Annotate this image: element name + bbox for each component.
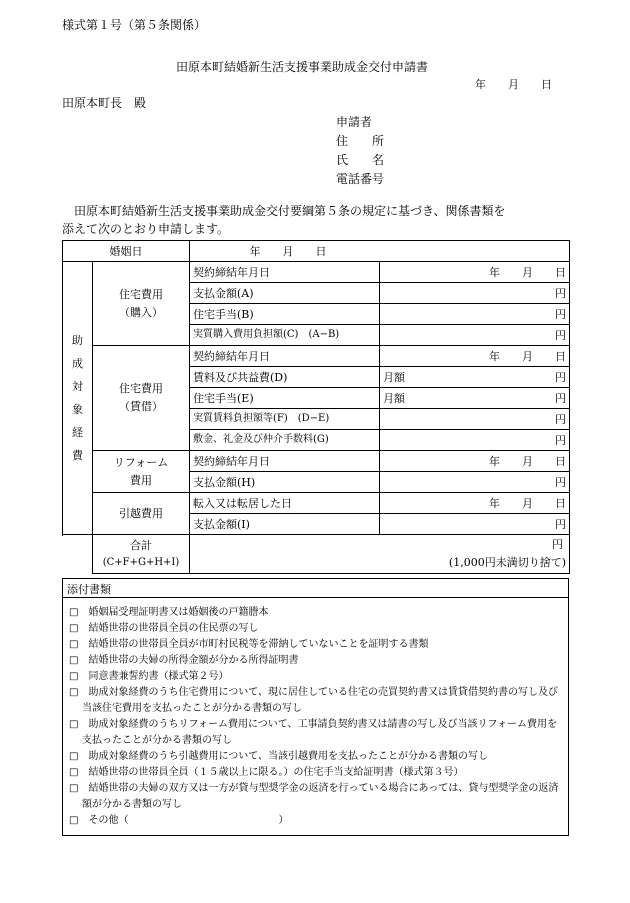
applicant-name-label: 氏 名 — [336, 153, 385, 167]
checkbox[interactable]: □ — [69, 815, 79, 826]
attachment-item[interactable]: □ 結婚世帯の世帯員全員が市町村民税等を滞納していないことを証明する書類 — [69, 639, 429, 650]
purchase-contract-date-label: 契約締結年月日 — [190, 262, 380, 283]
moving-payment-field[interactable]: 円 — [380, 514, 570, 535]
deposit-key-money-label: 敷金、礼金及び仲介手数料(G) — [190, 430, 380, 451]
purchase-contract-date-field[interactable]: 年 月 日 — [380, 262, 570, 283]
subsidy-expense-group-label: 助 成 対 象 経 費 — [63, 262, 93, 535]
marriage-date-field[interactable] — [190, 241, 570, 262]
attachment-item[interactable]: □ 助成対象経費のうち住宅費用について、現に居住している住宅の売買契約書又は賃貸借契約書の写し及び当該住宅費用を支払ったことが分かる書類の写し — [69, 687, 559, 714]
intro-text-line2: 添えて次のとおり申請します。 — [62, 222, 230, 236]
intro-text-line1: 田原本町結婚新生活支援事業助成金交付要綱第５条の規定に基づき、関係書類を — [74, 204, 506, 218]
housing-rent-label: 住宅費用 （賃借） — [93, 346, 190, 451]
moving-payment-label: 支払金額(I) — [190, 514, 380, 535]
attachment-item[interactable]: □ 結婚世帯の夫婦の双方又は一方が貸与型奨学金の返済を行っている場合にあっては、貸与型奨学金の返済額が分かる書類の写し — [69, 783, 559, 810]
page-title: 田原本町結婚新生活支援事業助成金交付申請書 — [176, 60, 429, 74]
rent-allowance-label: 住宅手当(E) — [190, 388, 380, 409]
attachment-item[interactable]: □ 婚姻届受理証明書又は婚姻後の戸籍謄本 — [69, 607, 269, 618]
attachment-item[interactable]: □ 助成対象経費のうちリフォーム費用について、工事請負契約書又は請書の写し及び当該リフォーム費用を支払ったことが分かる書類の写し — [69, 719, 558, 746]
reform-payment-label: 支払金額(H) — [190, 472, 380, 493]
checkbox[interactable]: □ — [69, 783, 79, 794]
rounding-note: (1,000円未満切り捨て) — [448, 556, 566, 569]
moving-cost-label: 引越費用 — [93, 493, 190, 535]
purchase-payment-field[interactable]: 円 — [380, 283, 570, 304]
attachment-item[interactable]: □ 結婚世帯の夫婦の所得金額が分かる所得証明書 — [69, 655, 299, 666]
move-in-date-field[interactable]: 年 月 日 — [380, 493, 570, 514]
move-in-date-label: 転入又は転居した日 — [190, 493, 380, 514]
reform-payment-field[interactable]: 円 — [380, 472, 570, 493]
total-yen: 円 — [552, 538, 563, 552]
purchase-allowance-field[interactable]: 円 — [380, 304, 570, 325]
applicant-phone-label: 電話番号 — [336, 172, 385, 186]
housing-purchase-label: 住宅費用 （購入） — [93, 262, 190, 346]
addressee: 田原本町長 殿 — [62, 96, 147, 110]
checkbox[interactable]: □ — [69, 639, 79, 650]
rent-fee-label: 賃料及び共益費(D) — [190, 367, 380, 388]
rent-contract-date-label: 契約締結年月日 — [190, 346, 380, 367]
reform-contract-date-label: 契約締結年月日 — [190, 451, 380, 472]
attachments-section — [62, 578, 569, 836]
checkbox[interactable]: □ — [69, 751, 79, 762]
form-number: 様式第１号（第５条関係） — [62, 18, 207, 32]
checkbox[interactable]: □ — [69, 655, 79, 666]
rent-contract-date-field[interactable]: 年 月 日 — [380, 346, 570, 367]
purchase-actual-burden-label: 実質購入費用負担額(C) (A−B) — [190, 325, 380, 346]
attachment-item[interactable]: □ 同意書兼誓約書（様式第２号） — [69, 671, 229, 682]
marriage-date-label: 婚姻日 — [63, 241, 190, 262]
deposit-key-money-field[interactable]: 円 — [380, 430, 570, 451]
rent-fee-field[interactable]: 月額 円 — [380, 367, 570, 388]
total-label: 合計 (C+F+G+H+I) — [93, 535, 190, 574]
attachment-item[interactable]: □ 助成対象経費のうち引越費用について、当該引越費用を支払ったことが分かる書類の写し — [69, 751, 489, 762]
reform-cost-label: リフォーム 費用 — [93, 451, 190, 493]
purchase-actual-burden-field[interactable]: 円 — [380, 325, 570, 346]
rent-actual-burden-field[interactable]: 円 — [380, 409, 570, 430]
attachment-item[interactable]: □ その他（ ） — [69, 815, 289, 826]
attachments-header: 添付書類 — [63, 579, 568, 598]
expense-table — [62, 240, 570, 574]
checkbox[interactable]: □ — [69, 607, 79, 618]
total-amount-field[interactable] — [190, 535, 570, 574]
checkbox[interactable]: □ — [69, 687, 79, 698]
attachment-item[interactable]: □ 結婚世帯の世帯員全員（１５歳以上に限る。）の住宅手当支給証明書（様式第３号） — [69, 767, 464, 778]
marriage-date-value: 年 月 日 — [249, 244, 327, 258]
submission-date: 年 月 日 — [475, 78, 552, 91]
applicant-address-label: 住 所 — [336, 134, 385, 148]
applicant-label: 申請者 — [336, 115, 373, 129]
checkbox[interactable]: □ — [69, 671, 79, 682]
purchase-allowance-label: 住宅手当(B) — [190, 304, 380, 325]
rent-actual-burden-label: 実質賃料負担額等(F) (D−E) — [190, 409, 380, 430]
checkbox[interactable]: □ — [69, 623, 79, 634]
attachment-item[interactable]: □ 結婚世帯の世帯員全員の住民票の写し — [69, 623, 259, 634]
rent-allowance-field[interactable]: 月額 円 — [380, 388, 570, 409]
checkbox[interactable]: □ — [69, 767, 79, 778]
purchase-payment-label: 支払金額(A) — [190, 283, 380, 304]
reform-contract-date-field[interactable]: 年 月 日 — [380, 451, 570, 472]
checkbox[interactable]: □ — [69, 719, 79, 730]
attachments-list — [63, 598, 568, 829]
